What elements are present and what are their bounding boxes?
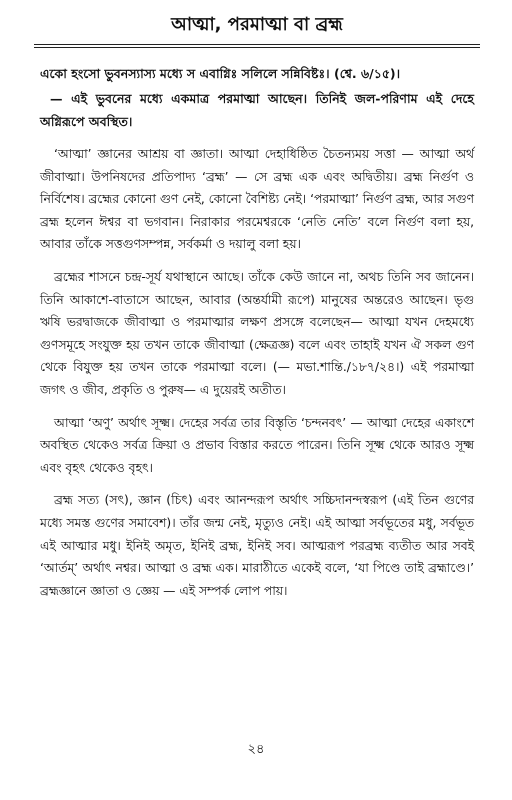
page-number: ২৪ — [247, 742, 265, 757]
paragraph-2: ব্রহ্মের শাসনে চন্দ্র-সূর্য যথাস্থানে আছে। তাঁকে কেউ জানে না, অথচ তিনি সব জানেন। তিনি আকাশে-বাতাসে আছেন, আবার (অন্তর্যামী রূপে) মানুষের অন্তরেও আছেন। ভৃগু ঋষি ভরদ্বাজকে জীবাত্মা ও পরমাত্মার লক্ষণ প্রসঙ্গে বলেছেন— আত্মা যখন দেহমধ্যে গুণসমূহে সংযুক্ত হয় তখন তাকে জীবাত্মা (ক্ষেত্রজ্ঞ) বলে এবং তাহাই যখন ঐ সকল গুণ থেকে বিযুক্ত হয় তখন তাকে পরমাত্মা বলে। (— মভা.শান্তি./১৮৭/২৪।) এই পরমাত্মা জগৎ ও জীব, প্রকৃতি ও পুরুষ— এ দুয়েরই অতীত। — [40, 269, 474, 397]
paragraph-3: আত্মা ‘অণু’ অর্থাৎ সূক্ষ্ম। দেহের সর্বত্র তার বিস্তৃতি ‘চন্দনবৎ’ — আত্মা দেহের একাংশে অবস্থিত থেকেও সর্বত্র ক্রিয়া ও প্রভাব বিস্তার করতে পারেন। তিনি সূক্ষ্ম থেকে আরও সূক্ষ্ম এবং বৃহৎ থেকেও বৃহৎ। — [40, 415, 474, 475]
title-underline — [34, 44, 480, 45]
title-underline-thin — [34, 47, 480, 48]
shloka-meaning: — এই ভুবনের মধ্যে একমাত্র পরমাত্মা আছেন। তিনিই জল-পরিণাম এই দেহে অগ্নিরূপে অবস্থিত। — [40, 91, 474, 129]
page-title: আত্মা, পরমাত্মা বা ব্রহ্ম — [171, 14, 343, 35]
paragraph-4: ব্রহ্ম সত্য (সৎ), জ্ঞান (চিৎ) এবং আনন্দরূপ অর্থাৎ সচ্চিদানন্দস্বরূপ (এই তিন গুণের মধ্যে সমস্ত গুণের সমাবেশ)। তাঁর জন্ম নেই, মৃত্যুও নেই। এই আত্মা সর্বভূতের মধু, সর্বভূত এই আত্মার মধু। ইনিই অমৃত, ইনিই ব্রহ্ম, ইনিই সব। আত্মরূপ পরব্রহ্ম ব্যতীত আর সবই ‘আর্তম্’ অর্থাৎ নশ্বর। আত্মা ও ব্রহ্ম এক। মারাঠীতে একেই বলে, ‘যা পিণ্ডে তাই ব্রহ্মাণ্ডে।’ ব্রহ্মজ্ঞানে জ্ঞাতা ও জ্ঞেয় — এই সম্পর্ক লোপ পায়। — [40, 493, 474, 598]
shloka-verse: একো হংসো ভুবনস্যাস্য মধ্যে স এবাগ্নিঃ সলিলে সন্নিবিষ্টঃ। (শ্বে. ৬/১৫)। — [40, 66, 401, 81]
paragraph-1: ‘আত্মা’ জ্ঞানের আশ্রয় বা জ্ঞাতা। আত্মা দেহাধিষ্ঠিত চৈতন্যময় সত্তা — আত্মা অর্থ জীবাত্মা। উপনিষদের প্রতিপাদ্য ‘ব্রহ্ম’ — সে ব্রহ্ম এক এবং অদ্বিতীয়। ব্রহ্ম নির্গুণ ও নির্বিশেষ। ব্রহ্মের কোনো গুণ নেই, কোনো বৈশিষ্ট্য নেই। ‘পরমাত্মা’ নির্গুণ ব্রহ্ম, আর সগুণ ব্রহ্ম হলেন ঈশ্বর বা ভগবান। নিরাকার পরমেশ্বরকে ‘নেতি নেতি’ বলে নির্গুণ বলা হয়, আবার তাঁকে সত্তগুণসম্পন্ন, সর্বকর্মা ও দয়ালু বলা হয়। — [40, 147, 474, 252]
